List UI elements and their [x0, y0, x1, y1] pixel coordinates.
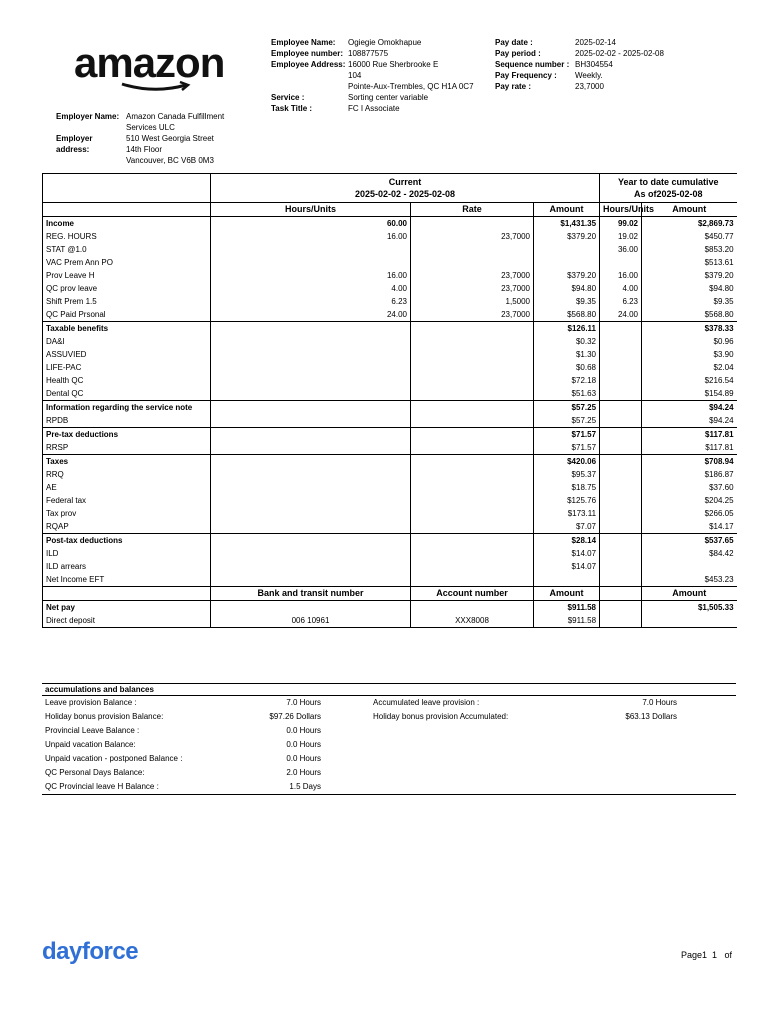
item-amount: $18.75 — [534, 481, 600, 494]
balance-value: 1.5 Days — [289, 782, 321, 791]
direct-deposit-label: Direct deposit — [46, 616, 95, 625]
item-label: ILD — [46, 549, 59, 558]
item-hours: 4.00 — [211, 282, 411, 295]
section-ytd-amount: $2,869.73 — [642, 217, 737, 231]
balance-value: $97.26 Dollars — [269, 712, 321, 721]
section-ytd-amount: $117.81 — [642, 428, 737, 442]
item-ytd-amount: $3.90 — [642, 348, 737, 361]
bank-header-row — [43, 587, 737, 601]
section-label: Pre-tax deductions — [43, 428, 211, 442]
item-ytd-amount: $450.77 — [642, 230, 737, 243]
income-row — [43, 269, 737, 282]
taxable-item-row — [43, 374, 737, 387]
accumulations-title: accumulations and balances — [42, 684, 736, 696]
pay-period-label: Pay period : — [495, 49, 541, 58]
pay-rate: 23,7000 — [575, 82, 604, 91]
employer-address-label-2: address: — [56, 145, 90, 154]
item-amount: $0.68 — [534, 361, 600, 374]
item-ytd-amount: $379.20 — [642, 269, 737, 282]
item-label: STAT @1.0 — [46, 245, 87, 254]
item-amount: $95.37 — [534, 468, 600, 481]
taxable-item-row — [43, 361, 737, 374]
service_note-item-row — [43, 414, 737, 428]
employer-name-line2: Services ULC — [126, 123, 175, 132]
balance-label: Unpaid vacation - postponed Balance : — [45, 754, 183, 763]
item-ytd-amount: $14.17 — [642, 520, 737, 534]
net-pay-label: Net pay — [43, 601, 211, 615]
section-label: Income — [43, 217, 211, 231]
item-label: DA&I — [46, 337, 65, 346]
income-row — [43, 282, 737, 295]
income-row — [43, 230, 737, 243]
item-label: Federal tax — [46, 496, 87, 505]
balance-row — [42, 780, 736, 795]
pay-frequency: Weekly. — [575, 71, 603, 80]
income-row — [43, 256, 737, 269]
service-value: Sorting center variable — [348, 93, 429, 102]
balance-row — [42, 724, 736, 738]
employer-address-line1: 510 West Georgia Street — [126, 134, 214, 143]
item-ytd-amount: $2.04 — [642, 361, 737, 374]
balance-row — [42, 738, 736, 752]
item-ytd-hours: 4.00 — [600, 282, 642, 295]
section-amount: $126.11 — [534, 322, 600, 336]
item-ytd-amount: $94.24 — [642, 414, 737, 428]
item-amount: $14.07 — [534, 560, 600, 573]
account-number: XXX8008 — [411, 614, 534, 628]
accumulated-value — [590, 752, 680, 766]
pay-date: 2025-02-14 — [575, 38, 616, 47]
amazon-wordmark: amazon — [74, 39, 225, 86]
col-hours: Hours/Units — [211, 203, 411, 217]
accumulated-label — [370, 752, 590, 766]
item-amount: $7.07 — [534, 520, 600, 534]
item-amount: $9.35 — [534, 295, 600, 308]
item-label: Net Income EFT — [46, 575, 105, 584]
taxes-item-row — [43, 520, 737, 534]
item-ytd-hours: 16.00 — [600, 269, 642, 282]
item-label: RRSP — [46, 443, 69, 452]
item-hours: 16.00 — [211, 269, 411, 282]
accumulations-table — [42, 683, 736, 795]
item-amount: $51.63 — [534, 387, 600, 401]
item-ytd-amount: $94.80 — [642, 282, 737, 295]
ytd-title: Year to date cumulative — [618, 177, 719, 187]
item-ytd-hours: 24.00 — [600, 308, 642, 322]
posttax-item-row — [43, 560, 737, 573]
item-ytd-amount: $84.42 — [642, 547, 737, 560]
item-amount: $72.18 — [534, 374, 600, 387]
item-rate: 23,7000 — [411, 230, 534, 243]
section-posttax-row — [43, 534, 737, 548]
section-amount: $57.25 — [534, 401, 600, 415]
section-amount: $420.06 — [534, 455, 600, 469]
item-amount: $94.80 — [534, 282, 600, 295]
pretax-item-row — [43, 441, 737, 455]
item-hours: 6.23 — [211, 295, 411, 308]
current-period: 2025-02-02 - 2025-02-08 — [354, 189, 456, 199]
section-service_note-row — [43, 401, 737, 415]
item-rate: 1,5000 — [411, 295, 534, 308]
item-label: ASSUVIED — [46, 350, 87, 359]
item-amount: $568.80 — [534, 308, 600, 322]
dayforce-logo: dayforce — [42, 938, 139, 965]
net-pay-ytd-amount: $1,505.33 — [642, 601, 737, 615]
income-row — [43, 308, 737, 322]
task-title-label: Task Title : — [271, 104, 313, 113]
item-hours — [211, 256, 411, 269]
item-hours: 16.00 — [211, 230, 411, 243]
item-amount — [534, 573, 600, 587]
section-pretax-row — [43, 428, 737, 442]
accumulated-value: $63.13 Dollars — [625, 712, 677, 721]
section-taxable-row — [43, 322, 737, 336]
item-ytd-amount: $186.87 — [642, 468, 737, 481]
item-label: RRQ — [46, 470, 64, 479]
section-label: Post-tax deductions — [43, 534, 211, 548]
item-rate — [411, 256, 534, 269]
accumulated-label — [370, 738, 590, 752]
item-ytd-amount: $853.20 — [642, 243, 737, 256]
direct-deposit-row — [43, 614, 737, 628]
item-label: ILD arrears — [46, 562, 87, 571]
period-header-row — [43, 174, 737, 203]
section-amount: $28.14 — [534, 534, 600, 548]
employee-address-line1: 16000 Rue Sherbrooke E — [348, 60, 439, 69]
balance-row — [42, 710, 736, 724]
section-income-row — [43, 217, 737, 231]
item-ytd-amount: $513.61 — [642, 256, 737, 269]
employee-address-line2: 104 — [348, 71, 362, 80]
item-ytd-hours — [600, 256, 642, 269]
item-amount: $0.32 — [534, 335, 600, 348]
employee-address-label: Employee Address: — [271, 60, 346, 69]
pay-date-label: Pay date : — [495, 38, 533, 47]
ytd-deposit-amount-header: Amount — [642, 587, 737, 601]
item-ytd-amount: $266.05 — [642, 507, 737, 520]
balance-row — [42, 696, 736, 711]
employer-address-line2: 14th Floor — [126, 145, 163, 154]
item-amount: $125.76 — [534, 494, 600, 507]
item-ytd-hours: 19.02 — [600, 230, 642, 243]
item-ytd-amount: $204.25 — [642, 494, 737, 507]
sequence-number-label: Sequence number : — [495, 60, 570, 69]
accumulated-value — [590, 780, 680, 795]
item-ytd-amount: $216.54 — [642, 374, 737, 387]
amazon-logo — [74, 40, 234, 100]
item-ytd-amount: $37.60 — [642, 481, 737, 494]
balance-row — [42, 752, 736, 766]
item-label: Prov Leave H — [46, 271, 95, 280]
balance-value: 7.0 Hours — [286, 698, 321, 707]
deposit-amount-header: Amount — [534, 587, 600, 601]
item-amount — [534, 256, 600, 269]
item-label: RQAP — [46, 522, 69, 531]
accumulated-value — [590, 724, 680, 738]
smile-arrow-icon — [74, 80, 234, 96]
accumulated-label — [370, 780, 590, 795]
item-ytd-amount: $568.80 — [642, 308, 737, 322]
item-amount: $71.57 — [534, 441, 600, 455]
income-row — [43, 295, 737, 308]
section-amount: $1,431.35 — [534, 217, 600, 231]
item-hours — [211, 243, 411, 256]
item-ytd-amount: $453.23 — [642, 573, 737, 587]
income-row — [43, 243, 737, 256]
section-hours: 60.00 — [211, 217, 411, 231]
sequence-number: BH304554 — [575, 60, 613, 69]
taxable-item-row — [43, 335, 737, 348]
item-label: QC prov leave — [46, 284, 98, 293]
taxes-item-row — [43, 481, 737, 494]
item-amount: $14.07 — [534, 547, 600, 560]
item-rate: 23,7000 — [411, 308, 534, 322]
item-hours: 24.00 — [211, 308, 411, 322]
col-ytd-hours: Hours/Units — [600, 203, 642, 217]
task-title-value: FC I Associate — [348, 104, 400, 113]
col-amount: Amount — [534, 203, 600, 217]
pay-rate-label: Pay rate : — [495, 82, 532, 91]
item-label: VAC Prem Ann PO — [46, 258, 113, 267]
section-ytd-amount: $708.94 — [642, 455, 737, 469]
item-amount: $173.11 — [534, 507, 600, 520]
section-label: Taxes — [43, 455, 211, 469]
taxable-item-row — [43, 348, 737, 361]
employee-number: 108877575 — [348, 49, 389, 58]
ytd-asof: As of2025-02-08 — [634, 189, 703, 199]
item-label: AE — [46, 483, 57, 492]
section-amount: $71.57 — [534, 428, 600, 442]
section-ytd-amount: $378.33 — [642, 322, 737, 336]
accumulated-label — [370, 766, 590, 780]
taxes-item-row — [43, 507, 737, 520]
section-ytd-amount: $537.65 — [642, 534, 737, 548]
column-header-row — [43, 203, 737, 217]
section-taxes-row — [43, 455, 737, 469]
employee-address-line3: Pointe-Aux-Trembles, QC H1A 0C7 — [348, 82, 474, 91]
account-number-header: Account number — [411, 587, 534, 601]
pay-frequency-label: Pay Frequency : — [495, 71, 557, 80]
employee-number-label: Employee number: — [271, 49, 344, 58]
item-amount: $57.25 — [534, 414, 600, 428]
page-number: Page1 1 of — [681, 950, 733, 960]
balance-value: 0.0 Hours — [286, 754, 321, 763]
item-label: Dental QC — [46, 389, 84, 398]
employer-name-line1: Amazon Canada Fulfillment — [126, 112, 225, 121]
current-title: Current — [388, 177, 422, 187]
balance-label: Leave provision Balance : — [45, 698, 137, 707]
net-pay-row — [43, 601, 737, 615]
balance-value: 0.0 Hours — [286, 740, 321, 749]
balance-label: Unpaid vacation Balance: — [45, 740, 136, 749]
item-label: Shift Prem 1.5 — [46, 297, 97, 306]
item-amount: $1.30 — [534, 348, 600, 361]
taxable-item-row — [43, 387, 737, 401]
accumulated-value — [590, 738, 680, 752]
bank-transit-header: Bank and transit number — [211, 587, 411, 601]
item-ytd-amount: $154.89 — [642, 387, 737, 401]
item-ytd-hours: 6.23 — [600, 295, 642, 308]
item-amount — [534, 243, 600, 256]
item-rate — [411, 243, 534, 256]
taxes-item-row — [43, 468, 737, 481]
service-label: Service : — [271, 93, 305, 102]
earnings-table — [42, 173, 737, 628]
item-ytd-hours: 36.00 — [600, 243, 642, 256]
section-label: Information regarding the service note — [43, 401, 211, 415]
item-amount: $379.20 — [534, 269, 600, 282]
balance-value: 2.0 Hours — [286, 768, 321, 777]
accumulated-value: 7.0 Hours — [642, 698, 677, 707]
item-label: QC Paid Prsonal — [46, 310, 106, 319]
accumulated-label: Accumulated leave provision : — [373, 698, 480, 707]
item-label: Tax prov — [46, 509, 77, 518]
balance-row — [42, 766, 736, 780]
item-label: Health QC — [46, 376, 84, 385]
balance-label: Holiday bonus provision Balance: — [45, 712, 164, 721]
col-ytd-amount: Amount — [642, 203, 737, 217]
item-amount: $379.20 — [534, 230, 600, 243]
posttax-item-row — [43, 573, 737, 587]
bank-transit-number: 006 10961 — [211, 614, 411, 628]
col-rate: Rate — [411, 203, 534, 217]
employer-name-label: Employer Name: — [56, 112, 120, 121]
pay-period: 2025-02-02 - 2025-02-08 — [575, 49, 664, 58]
section-label: Taxable benefits — [43, 322, 211, 336]
employer-address-line3: Vancouver, BC V6B 0M3 — [126, 156, 214, 165]
balance-label: Provincial Leave Balance : — [45, 726, 140, 735]
item-ytd-amount — [642, 560, 737, 573]
balance-value: 0.0 Hours — [286, 726, 321, 735]
item-label: RPDB — [46, 416, 69, 425]
net-pay-amount: $911.58 — [534, 601, 600, 615]
employee-name-label: Employee Name: — [271, 38, 336, 47]
section-ytd-amount: $94.24 — [642, 401, 737, 415]
section-ytd-hours: 99.02 — [600, 217, 642, 231]
accumulated-label: Holiday bonus provision Accumulated: — [373, 712, 509, 721]
item-label: REG. HOURS — [46, 232, 97, 241]
posttax-item-row — [43, 547, 737, 560]
accumulated-label — [370, 724, 590, 738]
deposit-amount: $911.58 — [534, 614, 600, 628]
employer-address-label-1: Employer — [56, 134, 93, 143]
item-rate: 23,7000 — [411, 282, 534, 295]
accumulated-value — [590, 766, 680, 780]
taxes-item-row — [43, 494, 737, 507]
item-label: LIFE-PAC — [46, 363, 82, 372]
balance-label: QC Provincial leave H Balance : — [45, 782, 159, 791]
item-ytd-amount: $117.81 — [642, 441, 737, 455]
item-ytd-amount: $0.96 — [642, 335, 737, 348]
item-ytd-amount: $9.35 — [642, 295, 737, 308]
item-rate: 23,7000 — [411, 269, 534, 282]
balance-label: QC Personal Days Balance: — [45, 768, 145, 777]
employee-name: Ogiegie Omokhapue — [348, 38, 422, 47]
